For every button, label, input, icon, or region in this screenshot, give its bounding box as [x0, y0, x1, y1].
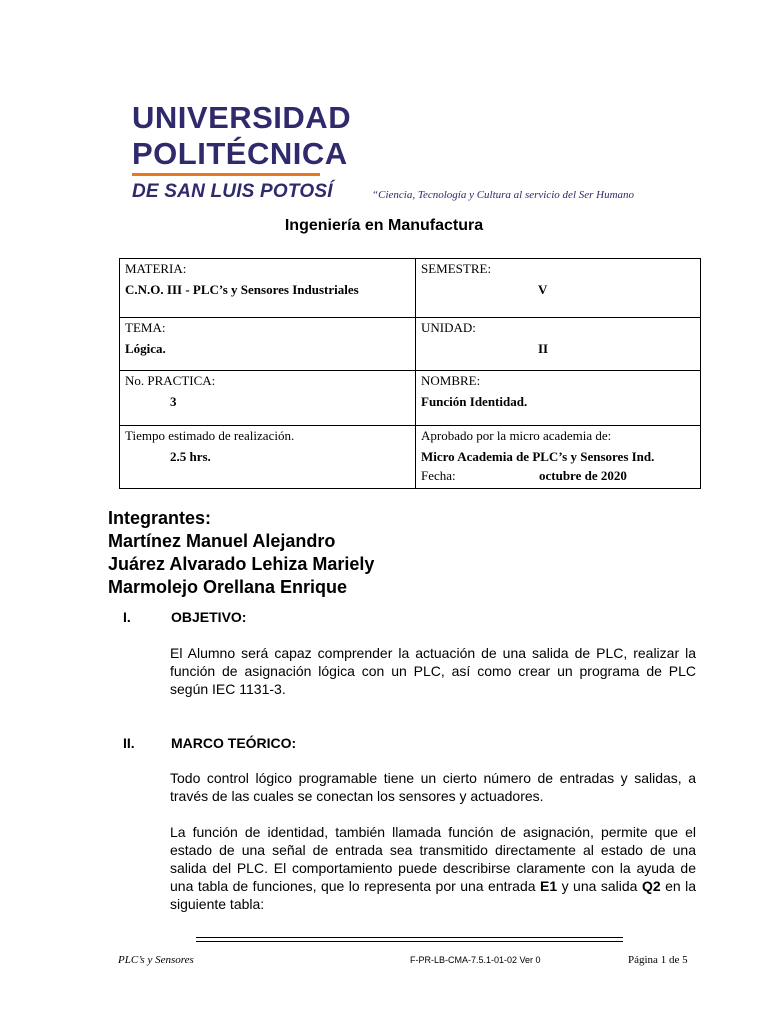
info-row-materia	[120, 259, 701, 318]
unidad-value: II	[538, 341, 549, 356]
marco-paragraph-2-text: La función de identidad, también llamada función de asignación, permite que el estado de una señal de entrada sea transmitido directamente al estado de una salida del PLC. El comportamiento puede describirse claramente con la ayuda de una tabla de funciones, que lo representa por una entrada	[170, 824, 696, 894]
section-title: OBJETIVO:	[171, 609, 247, 625]
cell-tiempo	[120, 426, 416, 489]
nombre-value: Función Identidad.	[421, 394, 528, 409]
section-number: II.	[123, 735, 135, 751]
member-name: Marmolejo Orellana Enrique	[108, 577, 348, 597]
info-row-tiempo	[120, 426, 701, 489]
marco-paragraph-2-mid: y una salida	[561, 878, 638, 894]
cell-unidad	[416, 318, 701, 371]
cell-practica	[120, 371, 416, 426]
semestre-label: SEMESTRE:	[421, 261, 492, 276]
fecha-value: octubre de 2020	[539, 468, 627, 483]
section-title: MARCO TEÓRICO:	[171, 735, 297, 751]
tiempo-label: Tiempo estimado de realización.	[125, 428, 295, 443]
logo-line-2: POLITÉCNICA	[132, 136, 348, 171]
tema-value: Lógica.	[125, 341, 166, 356]
cell-aprobado	[416, 426, 701, 489]
input-e1: E1	[540, 878, 558, 894]
university-motto: “Ciencia, Tecnología y Cultura al servicio del Ser Humano	[372, 189, 635, 201]
practica-value: 3	[170, 394, 177, 409]
marco-paragraph-2	[170, 823, 696, 913]
footer-course: PLC’s y Sensores	[118, 954, 194, 966]
info-row-tema	[120, 318, 701, 371]
logo-line-1: UNIVERSIDAD	[132, 100, 352, 135]
output-q2: Q2	[641, 878, 661, 894]
aprobado-value: Micro Academia de PLC’s y Sensores Ind.	[421, 449, 655, 464]
tema-label: TEMA:	[125, 320, 166, 335]
marco-paragraph-1: Todo control lógico programable tiene un cierto número de entradas y salidas, a través de las cuales se conectan los sensores y actuadores.	[170, 770, 696, 804]
aprobado-label: Aprobado por la micro academia de:	[421, 428, 612, 443]
footer-page-number: Página 1 de 5	[628, 954, 688, 966]
marco-paragraph-2-end: en la siguiente tabla:	[170, 878, 697, 912]
career-title: Ingeniería en Manufactura	[284, 217, 484, 234]
practica-label: No. PRACTICA:	[125, 373, 216, 388]
info-row-practica	[120, 371, 701, 426]
section-number: I.	[123, 609, 131, 625]
semestre-value: V	[538, 282, 548, 297]
practice-info-table	[119, 258, 701, 489]
objetivo-paragraph: El Alumno será capaz comprender la actuación de una salida de PLC, realizar la función de asignación lógica con un PLC, así como crear un programa de PLC según IEC 1131-3.	[170, 645, 696, 697]
logo-line-3: DE SAN LUIS POTOSÍ	[132, 181, 333, 202]
tiempo-value: 2.5 hrs.	[170, 449, 211, 464]
materia-label: MATERIA:	[125, 261, 187, 276]
member-name: Juárez Alvarado Lehiza Mariely	[108, 554, 375, 574]
footer-document-code: F-PR-LB-CMA-7.5.1-01-02 Ver 0	[410, 955, 541, 965]
team-members	[108, 507, 374, 599]
cell-nombre	[416, 371, 701, 426]
member-name: Martínez Manuel Alejandro	[108, 531, 336, 551]
unidad-label: UNIDAD:	[421, 320, 476, 335]
members-heading: Integrantes:	[108, 508, 212, 528]
footer-rule-bottom	[196, 941, 623, 942]
fecha-line	[421, 467, 695, 484]
fecha-label: Fecha:	[421, 468, 456, 483]
materia-value: C.N.O. III - PLC’s y Sensores Industriales	[125, 282, 359, 297]
cell-tema	[120, 318, 416, 371]
cell-materia	[120, 259, 416, 318]
logo-accent-rule	[132, 173, 320, 176]
footer-rule-top	[196, 937, 623, 938]
cell-semestre	[416, 259, 701, 318]
nombre-label: NOMBRE:	[421, 373, 481, 388]
university-logo	[132, 100, 351, 204]
